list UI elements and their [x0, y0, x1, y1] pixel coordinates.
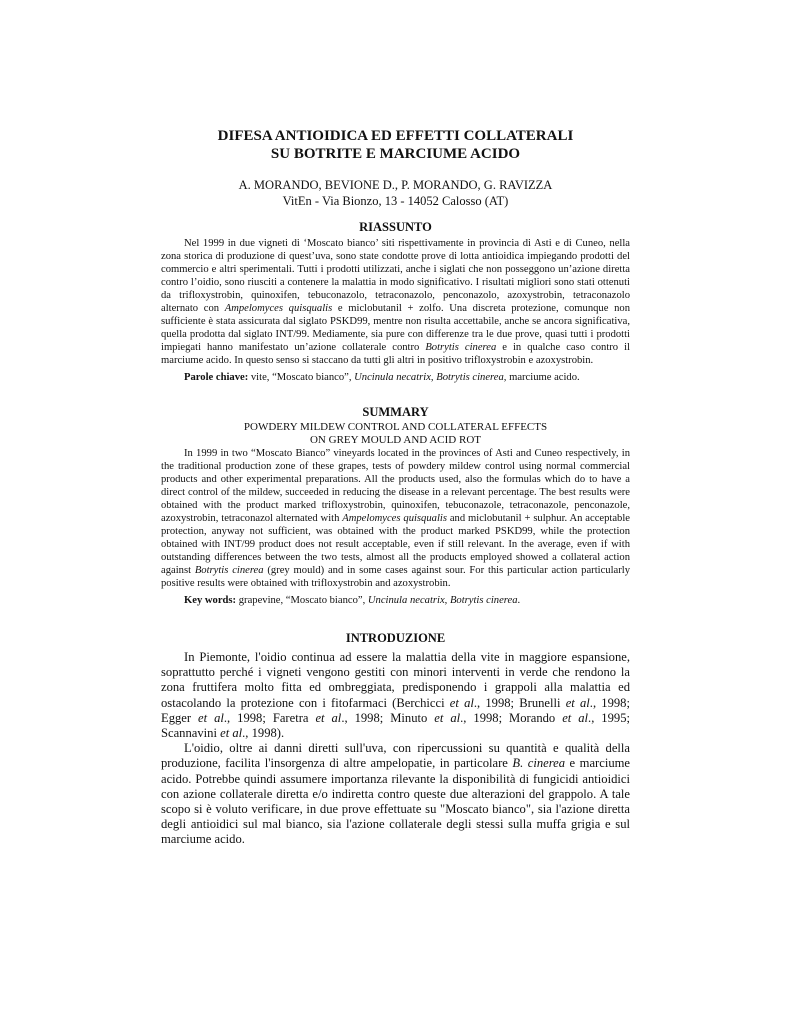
intro-p1-text-h: ., 1998).	[242, 726, 285, 741]
introduzione-paragraph-1	[161, 650, 630, 741]
intro-p1-text-a: In Piemonte, l'oidio continua ad essere la malattia della vite in maggiore espansione, soprattutto perché i vigneti vengono gestiti con minori interventi in verde che rendono la zona fruttifera molto fitta ed ombreggiata, predisponendo i grappoli alla malattia ed ostacolando la protezione con i fitofarmaci (Berchicci	[161, 650, 630, 710]
author-names: A. MORANDO, BEVIONE D., P. MORANDO, G. RAVIZZA	[238, 178, 553, 192]
riassunto-italic-b: Botrytis cinerea	[425, 342, 497, 353]
riassunto-text-c: e in qualche caso contro il marciume acido. In questo senso si staccano da tutti gli altri in positivo trifloxystrobin e azoxystrobin.	[161, 342, 630, 366]
summary-italic-a: Ampelomyces quisqualis	[342, 513, 447, 524]
summary-italic-b: Botrytis cinerea	[194, 565, 264, 576]
riassunto-text-b: e miclobutanil + zolfo. Una discreta protezione, comunque non sufficiente è stata assicurata dal siglato PSKD99, mentre non risulta accettabile, anche se ancora significativa, quella prodotta dal siglato INT/99. Mediamente, sia pure con differenze tra le due prove, quasi tutti i prodotti impiegati hanno manifestato un’azione collaterale contro	[161, 303, 630, 353]
summary-keywords	[161, 594, 630, 607]
riassunto-keywords-text-b: marciume acido.	[506, 372, 580, 383]
riassunto-keywords-italic: Uncinula necatrix, Botrytis cinerea,	[354, 372, 507, 383]
intro-p1-text-b: ., 1998; Brunelli	[473, 695, 566, 710]
summary-keywords-text-b: .	[517, 595, 521, 606]
introduzione-body	[161, 650, 630, 848]
summary-paragraph	[161, 447, 630, 590]
summary-text-b: and miclobutanil + sulphur. An acceptable protection, anyway not sufficient, was obtained with the product marked PSKD99, while the protection obtained with INT/99 product does not result acceptable, even if still relevant. In the average, even if with outstanding differences between the two tests, almost all the products employed showed a collateral action against	[161, 513, 630, 576]
intro-p2-text-b: e marciume acido. Potrebbe quindi assumere importanza rilevante la disponibilità di fungicidi antioidici con azione collaterale diretta e/o indiretta contro queste due alterazioni del grappolo. A tale scopo si è voluto verificare, in due prove effettuate su "Moscato bianco", sia l'azione diretta degli antioidici sul mal bianco, sia l'azione collaterale degli stessi sulla muffa grigia e sul marciume acido.	[161, 756, 630, 847]
summary-text-c: (grey mould) and in some cases against sour. For this particular action particularly positive results were obtained with trifloxystrobin and azoxystrobin.	[161, 565, 630, 589]
riassunto-keywords-label: Parole chiave:	[184, 372, 249, 383]
title-line-2: SU BOTRITE E MARCIUME ACIDO	[270, 146, 521, 162]
riassunto-paragraph	[161, 237, 630, 367]
intro-p1-italic-5: et al	[434, 710, 461, 725]
intro-p1-italic-2: et al	[565, 695, 590, 710]
summary-section	[161, 405, 630, 607]
riassunto-text-a: Nel 1999 in due vigneti di ‘Moscato bianco’ siti rispettivamente in provincia di Asti e di Cuneo, nella zona storica di produzione di quest’uva, sono state condotte prove di lotta antioidica impiegando prodotti del commercio e altri sperimentali. Tutti i prodotti utilizzati, anche i siglati che non posseggono un’azione diretta contro l’oidio, sono riusciti a contenere la malattia in modo significativo. I risultati migliori sono stati ottenuti da trifloxystrobin, quinoxifen, tebuconazolo, tetraconazolo, penconazolo, azoxystrobin, tetraconazolo alternato con	[161, 238, 630, 314]
intro-p1-text-c: ., 1998; Egger	[161, 695, 630, 725]
riassunto-keywords-text-a: vite, “Moscato bianco”,	[248, 372, 355, 383]
intro-p1-text-e: ., 1998; Minuto	[341, 710, 435, 725]
riassunto-italic-a: Ampelomyces quisqualis	[224, 303, 333, 314]
riassunto-keywords	[161, 371, 630, 384]
riassunto-section	[161, 220, 630, 384]
riassunto-heading: RIASSUNTO	[359, 220, 432, 234]
intro-p1-italic-7: et al	[220, 726, 243, 741]
author-affiliation: VitEn - Via Bionzo, 13 - 14052 Calosso (AT)	[282, 193, 509, 208]
summary-subtitle-2: ON GREY MOULD AND ACID ROT	[309, 433, 481, 446]
summary-keywords-text-a: grapevine, “Moscato bianco”,	[236, 595, 368, 606]
intro-p1-text-g: ., 1995; Scannavini	[161, 710, 630, 741]
summary-subtitle-1: POWDERY MILDEW CONTROL AND COLLATERAL EFFECTS	[243, 421, 548, 433]
introduzione-section	[161, 631, 630, 848]
intro-p2-text-a: L'oidio, oltre ai danni diretti sull'uva, con ripercussioni su quantità e qualità della produzione, facilita l'insorgenza di altre ampelopatie, in particolare	[161, 741, 630, 771]
introduzione-paragraph-2	[161, 741, 630, 847]
summary-keywords-italic: Uncinula necatrix, Botrytis cinerea	[367, 595, 518, 606]
intro-p1-italic-3: et al	[198, 710, 224, 725]
summary-keywords-label: Key words:	[184, 595, 237, 606]
intro-p1-text-d: ., 1998; Faretra	[223, 710, 316, 725]
riassunto-body	[161, 237, 630, 367]
author-block	[0, 178, 791, 209]
summary-body	[161, 447, 630, 590]
summary-text-a: In 1999 in two “Moscato Bianco” vineyards located in the provinces of Asti and Cuneo respectively, in the traditional production zone of these grapes, tests of powdery mildew control using normal commercial products and other experimental preparations. All the products used, also the formulas which do to have a direct control of the mildew, succeeded in reducing the disease in a relevant percentage. The best results were obtained with the product marked trifloxystrobin, quinoxifen, tebuconazole, tetraconazole, penconazole, azoxystrobin, tetraconazol alternated with	[161, 448, 630, 524]
intro-p1-text-f: ., 1998; Morando	[460, 710, 563, 725]
title-line-1: DIFESA ANTIOIDICA ED EFFETTI COLLATERALI	[217, 128, 574, 144]
intro-p1-italic-6: et al	[562, 710, 589, 725]
intro-p1-italic-4: et al	[315, 710, 342, 725]
intro-p1-italic-1: et al	[449, 695, 474, 710]
introduzione-heading: INTRODUZIONE	[345, 631, 446, 645]
summary-heading: SUMMARY	[362, 405, 429, 419]
paper-title	[0, 127, 791, 163]
intro-p2-italic-1: B. cinerea	[512, 756, 566, 771]
